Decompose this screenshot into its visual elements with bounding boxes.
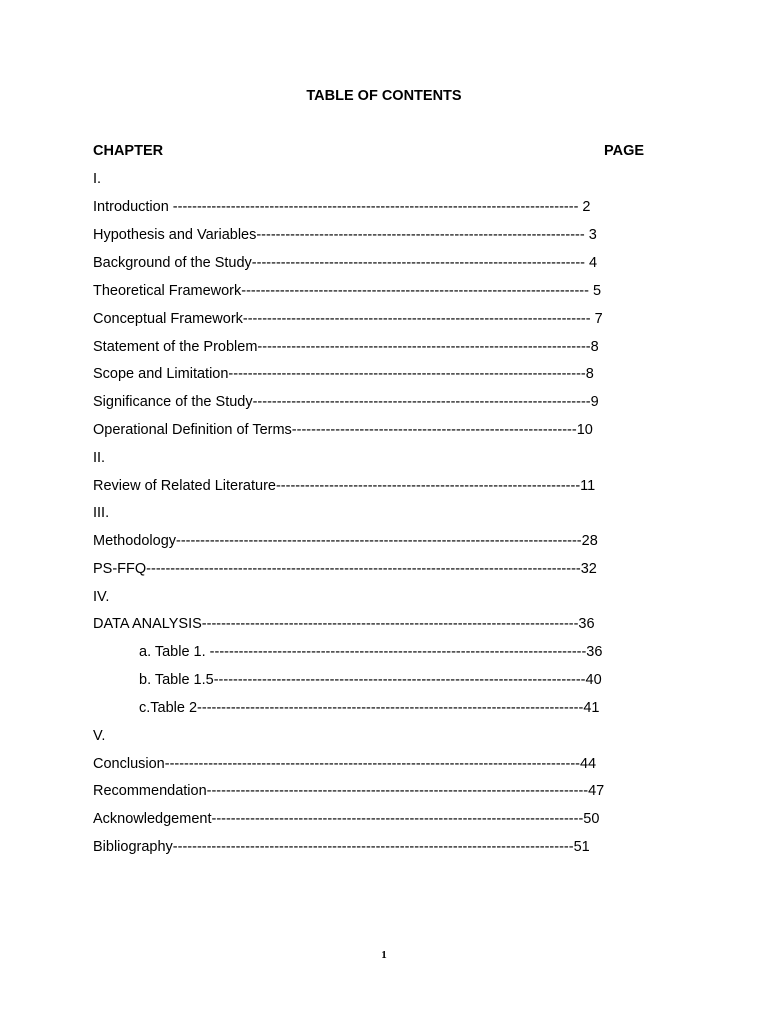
toc-entry-hypothesis-and-variables: Hypothesis and Variables-------------------------------------------------------------------- 3 bbox=[93, 227, 597, 243]
chapter-3-heading: III. bbox=[93, 505, 110, 521]
toc-entry-introduction: Introduction ------------------------------------------------------------------------------------ 2 bbox=[93, 199, 591, 215]
toc-entry-acknowledgement: Acknowledgement-----------------------------------------------------------------------------50 bbox=[93, 811, 600, 827]
toc-entry-operational-definition-of-terms: Operational Definition of Terms-----------------------------------------------------------10 bbox=[93, 422, 593, 438]
toc-subentry-table-2: c.Table 2--------------------------------------------------------------------------------41 bbox=[139, 700, 600, 716]
document-title: TABLE OF CONTENTS bbox=[306, 88, 462, 104]
toc-entry-conceptual-framework: Conceptual Framework------------------------------------------------------------------------ 7 bbox=[93, 311, 603, 327]
chapter-5-heading: V. bbox=[93, 728, 106, 744]
toc-entry-conclusion: Conclusion--------------------------------------------------------------------------------------44 bbox=[93, 756, 597, 772]
chapter-column-header: CHAPTER bbox=[93, 143, 164, 159]
toc-entry-theoretical-framework: Theoretical Framework------------------------------------------------------------------------ 5 bbox=[93, 283, 602, 299]
toc-entry-recommendation: Recommendation-------------------------------------------------------------------------------47 bbox=[93, 783, 605, 799]
toc-entry-significance-of-the-study: Significance of the Study----------------------------------------------------------------------9 bbox=[93, 394, 599, 410]
chapter-2-heading: II. bbox=[93, 450, 106, 466]
toc-entry-ps-ffq: PS-FFQ------------------------------------------------------------------------------------------32 bbox=[93, 561, 597, 577]
toc-subentry-table-1: a. Table 1. ------------------------------------------------------------------------------36 bbox=[139, 644, 603, 660]
toc-entry-review-of-related-literature: Review of Related Literature---------------------------------------------------------------11 bbox=[93, 478, 596, 494]
toc-entry-data-analysis: DATA ANALYSIS------------------------------------------------------------------------------36 bbox=[93, 616, 595, 632]
chapter-1-heading: I. bbox=[93, 171, 102, 187]
page-column-header: PAGE bbox=[604, 143, 645, 159]
toc-entry-background-of-the-study: Background of the Study--------------------------------------------------------------------- 4 bbox=[93, 255, 598, 271]
toc-entry-methodology: Methodology------------------------------------------------------------------------------------28 bbox=[93, 533, 598, 549]
toc-subentry-table-1-5: b. Table 1.5-----------------------------------------------------------------------------40 bbox=[139, 672, 602, 688]
toc-entry-scope-and-limitation: Scope and Limitation--------------------------------------------------------------------------8 bbox=[93, 366, 594, 382]
toc-entry-bibliography: Bibliography-----------------------------------------------------------------------------------51 bbox=[93, 839, 590, 855]
toc-entry-statement-of-the-problem: Statement of the Problem---------------------------------------------------------------------8 bbox=[93, 339, 599, 355]
page-number: 1 bbox=[381, 949, 387, 961]
chapter-4-heading: IV. bbox=[93, 589, 110, 605]
